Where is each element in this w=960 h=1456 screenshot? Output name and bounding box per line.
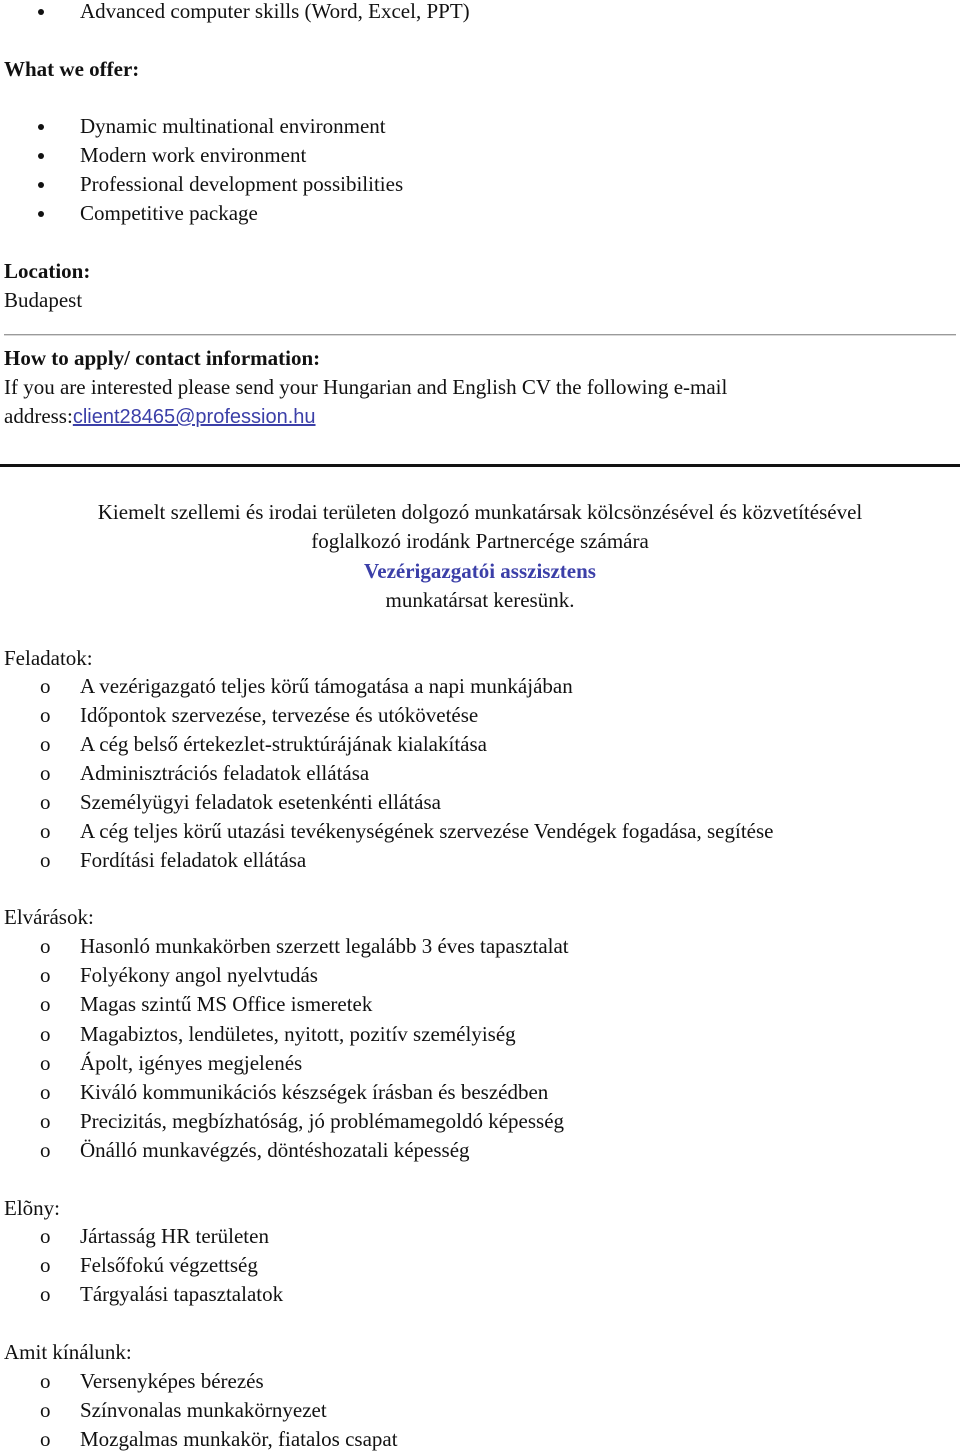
advantage-item: Jártasság HR területen — [80, 1224, 269, 1248]
bullet-o-icon: o — [40, 1398, 51, 1422]
task-item: Személyügyi feladatok esetenkénti ellátása — [80, 790, 441, 814]
bullet-o-icon: o — [40, 1080, 51, 1104]
offer-item: Competitive package — [80, 201, 258, 225]
bullet-o-icon: o — [40, 732, 51, 756]
offer-item: Professional development possibilities — [80, 172, 404, 196]
email-link[interactable]: client28465@profession.hu — [72, 406, 316, 428]
bullet-dot-icon — [38, 182, 44, 188]
bullet-dot-icon — [38, 211, 44, 217]
requirement-item: Magas szintű MS Office ismeretek — [80, 992, 373, 1016]
bullet-o-icon: o — [40, 674, 51, 698]
tasks-heading: Feladatok: — [4, 646, 93, 670]
bullet-o-icon: o — [40, 1051, 51, 1075]
intro-text: foglalkozó irodánk Partnercége számára — [311, 529, 649, 553]
requirement-item: Precizitás, megbízhatóság, jó problémamegoldó képesség — [80, 1109, 565, 1133]
intro-text: Kiemelt szellemi és irodai területen dolgozó munkatársak kölcsönzésével és közvetítésével — [97, 500, 863, 524]
bullet-o-icon: o — [40, 992, 51, 1016]
advantage-item: Felsőfokú végzettség — [80, 1253, 258, 1277]
requirement-item: Magabiztos, lendületes, nyitott, pozitív személyiség — [80, 1022, 516, 1046]
task-item: A vezérigazgató teljes körű támogatása a napi munkájában — [80, 674, 573, 698]
bullet-dot-icon — [38, 124, 44, 130]
task-item: Fordítási feladatok ellátása — [80, 848, 307, 872]
task-item: A cég belső értekezlet-struktúrájának kialakítása — [80, 732, 487, 756]
offer-heading: What we offer: — [4, 57, 140, 81]
bullet-dot-icon — [38, 9, 44, 15]
section-divider — [4, 334, 956, 335]
requirement-item: Ápolt, igényes megjelenés — [80, 1051, 303, 1075]
location-heading: Location: — [4, 259, 91, 283]
bullet-o-icon: o — [40, 1138, 51, 1162]
advantage-heading: Elõny: — [4, 1196, 60, 1220]
task-item: Adminisztrációs feladatok ellátása — [80, 761, 370, 785]
requirement-item: Önálló munkavégzés, döntéshozatali képesség — [80, 1138, 470, 1162]
bullet-o-icon: o — [40, 790, 51, 814]
skill-item: Advanced computer skills (Word, Excel, PPT) — [80, 0, 470, 23]
bullet-o-icon: o — [40, 1427, 51, 1451]
apply-text: If you are interested please send your Hungarian and English CV the following e-mail — [4, 375, 728, 399]
apply-heading: How to apply/ contact information: — [4, 346, 321, 370]
job-title: Vezérigazgatói asszisztens — [364, 559, 596, 583]
task-item: A cég teljes körű utazási tevékenységének szervezése Vendégek fogadása, segítése — [80, 819, 774, 843]
advantage-item: Tárgyalási tapasztalatok — [80, 1282, 284, 1306]
hu-offer-item: Mozgalmas munkakör, fiatalos csapat — [80, 1427, 398, 1451]
requirement-item: Folyékony angol nyelvtudás — [80, 963, 318, 987]
requirement-item: Kiváló kommunikációs készségek írásban és beszédben — [80, 1080, 549, 1104]
bullet-o-icon: o — [40, 761, 51, 785]
bullet-o-icon: o — [40, 1224, 51, 1248]
hu-offer-item: Színvonalas munkakörnyezet — [80, 1398, 327, 1422]
bullet-o-icon: o — [40, 1022, 51, 1046]
offer-item: Dynamic multinational environment — [80, 114, 386, 138]
bullet-o-icon: o — [40, 848, 51, 872]
bullet-o-icon: o — [40, 1369, 51, 1393]
hu-offer-heading: Amit kínálunk: — [4, 1340, 132, 1364]
offer-item: Modern work environment — [80, 143, 307, 167]
bullet-o-icon: o — [40, 1282, 51, 1306]
bullet-o-icon: o — [40, 703, 51, 727]
bullet-o-icon: o — [40, 1253, 51, 1277]
document-separator — [0, 464, 960, 467]
bullet-o-icon: o — [40, 1109, 51, 1133]
bullet-o-icon: o — [40, 963, 51, 987]
requirement-item: Hasonló munkakörben szerzett legalább 3 éves tapasztalat — [80, 934, 569, 958]
bullet-dot-icon — [38, 153, 44, 159]
requirements-heading: Elvárások: — [4, 905, 94, 929]
bullet-o-icon: o — [40, 934, 51, 958]
apply-address-line — [4, 402, 316, 431]
location-value: Budapest — [4, 288, 83, 312]
hu-offer-item: Versenyképes bérezés — [80, 1369, 264, 1393]
task-item: Időpontok szervezése, tervezése és utókövetése — [80, 703, 479, 727]
address-label: address: — [4, 404, 73, 428]
intro-text: munkatársat keresünk. — [385, 588, 575, 612]
bullet-o-icon: o — [40, 819, 51, 843]
